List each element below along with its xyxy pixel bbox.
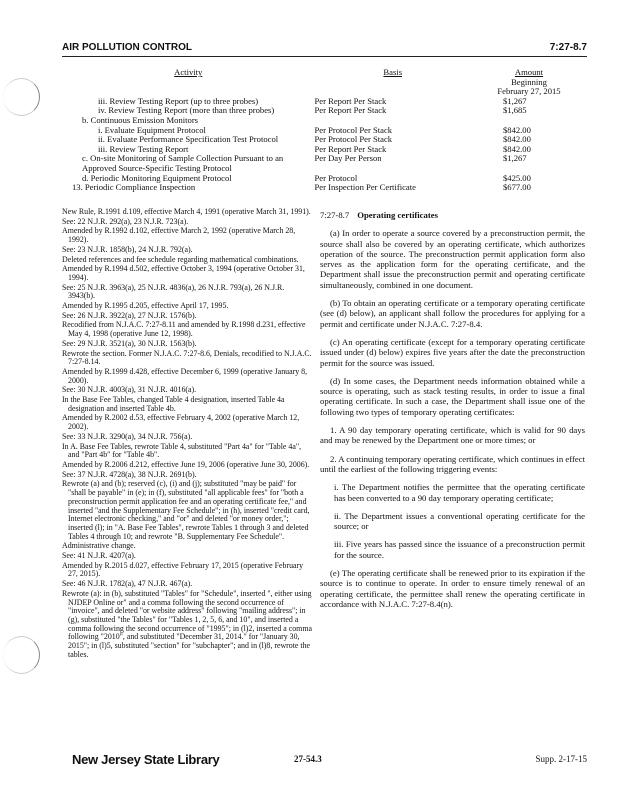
section-title: Operating certificates bbox=[357, 210, 439, 220]
activity-cell: b. Continuous Emission Monitors bbox=[82, 114, 199, 125]
activity-cell: d. Periodic Monitoring Equipment Protocol bbox=[82, 172, 232, 183]
section-number: 7:27-8.7 bbox=[320, 210, 350, 220]
paragraph: (b) To obtain an operating certificate or a temporary operating certificate (see (d) below), an applicant shall follow the procedures for applying for a permit and certificate under N.J.A.C. 7:27-8.4. bbox=[320, 298, 585, 329]
sub-item: i. The Department notifies the permittee that the operating certificate has been converted to a 90 day temporary operating certificate; bbox=[334, 482, 585, 503]
activity-cell: iii. Review Testing Report (up to three probes) bbox=[98, 95, 259, 106]
header-section: 7:27-8.7 bbox=[549, 42, 587, 53]
activity-cell: ii. Evaluate Performance Specification Test Protocol bbox=[98, 134, 279, 145]
history-note: Amended by R.1992 d.102, effective March 2, 1992 (operative March 28, 1992). bbox=[62, 226, 296, 245]
history-note: See: 37 N.J.R. 4728(a), 38 N.J.R. 2691(b). bbox=[62, 469, 197, 479]
paragraph: (c) An operating certificate (except for a temporary operating certificate issued under (d) below) expires five years after the date the preconstruction permit for the source was issued. bbox=[320, 336, 585, 368]
sub-item: ii. The Department issues a conventional operating certificate for the source; or bbox=[334, 510, 585, 532]
activity-cell: i. Evaluate Equipment Protocol bbox=[98, 124, 206, 135]
history-note: Amended by R.2002 d.53, effective February 4, 2002 (operative March 12, 2002). bbox=[62, 413, 300, 432]
activity-cell: iii. Review Testing Report bbox=[98, 143, 189, 154]
history-note: See: 22 N.J.R. 292(a), 23 N.J.R. 723(a). bbox=[62, 216, 189, 226]
history-note: See: 46 N.J.R. 1782(a), 47 N.J.R. 467(a). bbox=[62, 579, 193, 589]
amount-cell: $842.00 bbox=[502, 134, 531, 145]
basis-cell: Per Protocol bbox=[314, 172, 358, 183]
col-basis-heading: Basis bbox=[383, 67, 403, 77]
history-note: Amended by R.1994 d.502, effective October 3, 1994 (operative October 31, 1994). bbox=[62, 264, 305, 282]
amount-cell: $1,267 bbox=[502, 95, 527, 106]
paragraph: (e) The operating certificate shall be renewed prior to its expiration if the source is to continue to operate. In order to ensure timely renewal of an operating certificate, the permittee shall renew the operating certificate in accordance with N.J.A.C. 7:27-8.4(n). bbox=[320, 568, 585, 609]
basis-cell: Per Protocol Per Stack bbox=[314, 124, 393, 135]
history-note: Recodified from N.J.A.C. 7:27-8.11 and amended by R.1998 d.231, effective May 4, 1998 (operative June 12, 1998). bbox=[62, 320, 306, 339]
col-activity-heading: Activity bbox=[174, 67, 203, 77]
amount-cell: $1,685 bbox=[502, 105, 527, 116]
punch-hole-top bbox=[3, 78, 40, 116]
basis-cell: Per Report Per Stack bbox=[314, 143, 387, 154]
history-note: Amended by R.1995 d.205, effective April 17, 1995. bbox=[62, 301, 229, 311]
running-header bbox=[62, 40, 587, 57]
history-note: See: 30 N.J.R. 4003(a), 31 N.J.R. 4016(a). bbox=[62, 385, 197, 395]
history-note: In the Base Fee Tables, changed Table 4 designation, inserted Table 4a designation and inserted Table 4b. bbox=[62, 395, 285, 413]
history-note: Amended by R.2015 d.027, effective February 17, 2015 (operative February 27, 2015). bbox=[62, 560, 304, 579]
section-heading bbox=[320, 210, 585, 220]
col-amount-sub2: February 27, 2015 bbox=[497, 86, 561, 97]
paragraph: (d) In some cases, the Department needs information obtained while a source is operating, such as stack testing results, in order to issue a final operating certificate. In such a case, the Department shall issue one of the following two types of temporary operating certificates: bbox=[320, 375, 585, 417]
history-notes bbox=[62, 208, 312, 660]
history-note: Rewrote the section. Former N.J.A.C. 7:27-8.6, Denials, recodified to N.J.A.C. 7:27-8.14. bbox=[62, 348, 312, 367]
header-title: AIR POLLUTION CONTROL bbox=[62, 42, 192, 53]
activity-cell: Approved Source-Specific Testing Protocol bbox=[82, 162, 232, 173]
paragraph: 1. A 90 day temporary operating certificate, which is valid for 90 days and may be renewed by the Department one or more times; or bbox=[320, 425, 585, 446]
history-note: Administrative change. bbox=[62, 541, 136, 551]
table-row bbox=[62, 183, 587, 193]
amount-cell: $1,267 bbox=[502, 153, 527, 164]
history-note: See: 26 N.J.R. 3922(a), 27 N.J.R. 1576(b). bbox=[62, 310, 197, 320]
fee-table-header bbox=[62, 68, 587, 78]
activity-cell: c. On-site Monitoring of Sample Collection Pursuant to an bbox=[82, 153, 284, 164]
activity-cell: iv. Review Testing Report (more than three probes) bbox=[98, 105, 275, 116]
amount-cell: $842.00 bbox=[502, 124, 531, 135]
history-note: See: 25 N.J.R. 3963(a), 25 N.J.R. 4836(a), 26 N.J.R. 793(a), 26 N.J.R. 3943(b). bbox=[62, 282, 285, 301]
supplement-date: Supp. 2-17-15 bbox=[535, 754, 587, 764]
paragraph: 2. A continuing temporary operating certificate, which continues in effect until the earliest of the following triggering events: bbox=[320, 453, 585, 474]
history-note: Rewrote (a) and (b); reserved (c), (i) and (j); substituted "may be paid" for "shall be payable" in (e); in (f), substituted "all applicable fees" for "both a preconstruction permit application fee and an operating certificate fee," and inserted "and the Supplementary Fee Schedule"; in (h), inserted "credit card, Internet electronic checking," and "or" and deleted "or money order,"; inserted (l); in "A. Base Fee Tables", rewrote Tables 1 through 3 and deleted Tables 4 through 10; and rewrote "B. Supplementary Fee Schedule". bbox=[62, 479, 310, 541]
amount-cell: $425.00 bbox=[502, 172, 531, 183]
library-stamp: New Jersey State Library bbox=[72, 752, 220, 767]
basis-cell: Per Report Per Stack bbox=[314, 105, 387, 116]
sub-item: iii. Five years has passed since the issuance of a preconstruction permit for the source. bbox=[334, 539, 585, 560]
section-text bbox=[320, 210, 585, 617]
col-amount-heading: Amount bbox=[514, 67, 544, 77]
history-note: See: 33 N.J.R. 3290(a), 34 N.J.R. 756(a). bbox=[62, 431, 193, 441]
history-note: New Rule, R.1991 d.109, effective March 4, 1991 (operative March 31, 1991). bbox=[62, 207, 311, 216]
history-note: Amended by R.2006 d.212, effective June 19, 2006 (operative June 30, 2006). bbox=[62, 459, 310, 469]
basis-cell: Per Inspection Per Certificate bbox=[314, 182, 416, 193]
punch-hole-bottom bbox=[3, 636, 40, 674]
history-note: See: 23 N.J.R. 1858(b), 24 N.J.R. 792(a). bbox=[62, 244, 193, 254]
basis-cell: Per Report Per Stack bbox=[314, 95, 387, 106]
history-note: Rewrote (a): in (b), substituted "Tables" for "Schedule", inserted ", either using NJDEP Online or" and a comma following the second occurrence of "invoice", and deleted "or website address" following "mailing address"; in (g), substituted "the Tables" for "Tables 1, 2, 5, 6, and 10", and inserted a comma following the second occurrence of "1995"; in (l)2, inserted a comma following "2010", and substituted "December 31, 2014." for "January 30, 2015"; in (l)5, substituted "section" for "subchapter"; and in (l)8, rewrote the tables. bbox=[62, 588, 312, 659]
basis-cell: Per Day Per Person bbox=[314, 153, 382, 164]
page-number: 27-54.3 bbox=[294, 754, 322, 764]
page-footer bbox=[62, 752, 587, 772]
history-note: See: 29 N.J.R. 3521(a), 30 N.J.R. 1563(b). bbox=[62, 338, 197, 348]
activity-cell: 13. Periodic Compliance Inspection bbox=[72, 182, 196, 193]
history-note: In A. Base Fee Tables, rewrote Table 4, substituted "Part 4a" for "Table 4a", and "Part 4b" for "Table 4b". bbox=[62, 441, 302, 460]
basis-cell: Per Protocol Per Stack bbox=[314, 134, 393, 145]
fee-table bbox=[62, 68, 587, 193]
history-note: See: 41 N.J.R. 4207(a). bbox=[62, 551, 136, 561]
col-amount-sub1: Beginning bbox=[511, 76, 547, 87]
amount-cell: $677.00 bbox=[502, 182, 531, 193]
amount-cell: $842.00 bbox=[502, 143, 531, 154]
paragraph: (a) In order to operate a source covered by a preconstruction permit, the source shall also be covered by an operating certificate, which authorizes operation of the source. The preconstruction permit application form also serves as the application form for the operating certificate, and the Department shall issue the preconstruction permit and operating certificate simultaneously, combined in one document. bbox=[320, 228, 585, 290]
history-note: Amended by R.1999 d.428, effective December 6, 1999 (operative January 8, 2000). bbox=[62, 366, 308, 385]
history-note: Deleted references and fee schedule regarding mathematical combinations. bbox=[62, 254, 299, 264]
